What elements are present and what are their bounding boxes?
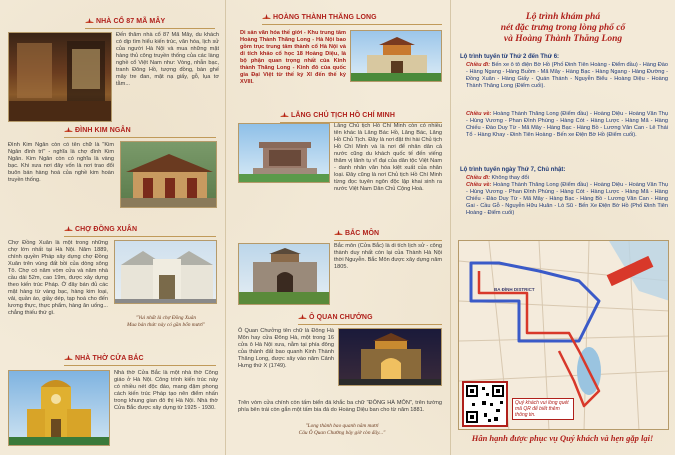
divider [64, 236, 216, 237]
route-label: Chiều về: [466, 111, 492, 117]
divider [298, 324, 442, 325]
photo-nha-tho-cua-bac [8, 370, 110, 446]
lotus-icon [280, 112, 289, 118]
divider [334, 240, 442, 241]
photo-dinh-kim-ngan [120, 141, 217, 208]
title-line-2: nét đặc trưng trong lòng phố cổ [500, 23, 626, 33]
section-text-o-quan-chuong: Ô Quan Chưởng tên chữ là Đông Hà Môn hay cửa Đông Hà, một trong 16 cửa ô Hà Nội xưa, nằm tại phía đông của thành đất bao quanh Kinh Thành Thăng Long, được xây vào năm Cảnh Hưng thứ X (1749). [238, 328, 334, 369]
lotus-icon [334, 230, 343, 236]
section-text-bac-mon: Bắc môn (Cửa Bắc) là di tích lịch sử - công thành duy nhất còn lại của Thành Hà Nội thời Nguyễn. Bắc Môn được xây dựng năm 1805. [334, 243, 442, 270]
section-title-text: NHÀ CỔ 87 MÃ MÂY [96, 18, 166, 25]
section-title-nha-tho-cua-bac [64, 355, 144, 362]
caption-o-quan-chuong: "Long thành bao quanh năm mươi Câu Ô Quan Chưởng bây giờ còn đây..." [298, 423, 386, 436]
weekday-route-heading: Lộ trình tuyến từ Thứ 2 đến Thứ 6: [460, 54, 560, 60]
weekend-route-heading: Lộ trình tuyến ngày Thứ 7, Chủ nhật: [460, 167, 566, 173]
section-title-lang-bac [280, 112, 395, 119]
section-title-text: HOÀNG THÀNH THĂNG LONG [273, 14, 377, 21]
section-title-text: NHÀ THỜ CỬA BẮC [75, 355, 144, 362]
map-district-label: BA ĐÌNH DISTRICT [494, 287, 535, 292]
photo-hoang-thanh [350, 30, 442, 82]
route-stops: Hoàng Thành Thăng Long (Điểm đầu) - Hoàng Diệu - Hoàng Văn Thụ - Hùng Vương - Phan Đình Phùng - Hàng Cót - Hàng Lược - Hàng Mã - Hàng Chiếu - Đào Duy Từ - Mã Mây - Hàng Bạc - Hàng Bồ - Lương Văn Can - Lê Thái Tổ - Hàng Khay - Đinh Tiên Hoàng - Bến xe Điện Bờ Hồ (Điểm cuối). [466, 111, 668, 138]
lotus-icon [85, 18, 94, 24]
lotus-icon [64, 226, 73, 232]
route-label: Chiều đi: [466, 175, 490, 181]
weekend-route-back [466, 182, 668, 217]
route-main-title [463, 12, 663, 45]
section-text-nha-co: Đến thăm nhà cổ 87 Mã Mây, du khách có dịp tìm hiểu kiến trúc, văn hóa, lịch sử của người Hà Nội và mua những mặt hàng thủ công truyền thống của các làng nghề cổ Việt Nam như: Vòng, nhẫn bạc, tranh Đông Hồ, tượng đồng, bàn ghế mây tre đan, mặt nạ giấy, gỗ, lụa tơ tằm... [116, 32, 219, 87]
lotus-icon [298, 314, 307, 320]
divider [262, 24, 442, 25]
section-text-cho-dong-xuan: Chợ Đồng Xuân là một trong những chợ lớn nhất tại Hà Nội. Năm 1889, chính quyền Pháp xây dựng chợ Đồng Xuân trên vùng đất bồi của dòng sông Tô. Chợ có năm vòm cửa và năm nhà cầu dài 52m, cao 19m, được xây dựng theo kiến trúc Pháp. Ở đây bán đủ các mặt hàng từ vàng bạc, hàng kim loại, vải, quần áo, giầy dép, tạp hoá cho đến lương thực, thực phẩm, hàng ăn uống... chẳng thiếu thứ gì. [8, 240, 108, 316]
section-title-text: ĐÌNH KIM NGÂN [75, 127, 131, 134]
weekend-route-go [466, 175, 668, 182]
section-text-lang-bac: Lăng Chủ tịch Hồ Chí Minh còn có nhiều tên khác là Lăng Bác Hồ, Lăng Bác, Lăng Hồ Chủ Tịch. Đây là nơi đặt thi hài Chủ tịch Hồ Chí Minh và là nơi để nhân dân cả nước cũng du khách quốc tế đến viếng thăm vị lãnh tụ vĩ đại của dân tộc Việt Nam - danh nhân văn hóa kiệt xuất của nhân loại. Đây cũng là nơi Chủ tịch Hồ Chí Minh từng đọc tuyên ngôn độc lập khai sinh ra nước Việt Nam Dân Chủ Cộng Hoà. [334, 123, 442, 192]
section-title-hoang-thanh [262, 14, 377, 21]
section-title-nha-co [85, 18, 165, 25]
section-title-cho-dong-xuan [64, 226, 137, 233]
section-title-o-quan-chuong [298, 314, 373, 321]
weekday-route-back [466, 111, 668, 139]
weekday-route-go [466, 62, 668, 90]
section-text-nha-tho-cua-bac: Nhà thờ Cửa Bắc là một nhà thờ Công giáo ở Hà Nội. Công trình kiến trúc này có nhiều nét độc đáo, mang đậm phong cách kiến trúc Pháp tạo nên điểm nhấn trong khung gian đô thị Hà Nội. Nhà thờ Cửa Bắc được xây dựng từ 1925 - 1930. [114, 370, 218, 411]
photo-bac-mon [238, 243, 330, 305]
route-label: Chiều về: [466, 182, 492, 188]
section-title-text: CHỢ ĐỒNG XUÂN [75, 226, 138, 233]
lotus-icon [64, 355, 73, 361]
photo-lang-bac [238, 123, 330, 183]
lotus-icon [64, 127, 73, 133]
caption-cho-dong-xuan: "Vui nhất là chợ Đồng Xuân Mua bán thức này có gần bốn mươi" [126, 315, 206, 328]
section-title-dinh-kim-ngan [64, 127, 131, 134]
route-stops: Bến xe ô tô điện Bờ Hồ (Phố Đinh Tiên Hoàng - Điểm đầu) - Hàng Đào - Hàng Ngang - Hàng Buồm - Mã Mây - Hàng Bạc - Hàng Ngang - Hàng Đường - Đồng Xuân - Hàng Giấy - Quán Thánh - Nguyễn Biểu - Hoàng Diệu - Hoàng Thành Thăng Long (Điểm cuối). [466, 62, 668, 89]
section-title-bac-mon [334, 230, 379, 237]
title-line-3: và Hoàng Thành Thăng Long [503, 34, 623, 44]
section-title-text: LĂNG CHỦ TỊCH HỒ CHÍ MINH [291, 112, 395, 119]
section-title-text: BẮC MÔN [345, 230, 380, 237]
section-text-o-quan-chuong-2: Trên vòm cửa chính còn tấm biển đá khắc ba chữ "ĐÔNG HÀ MÔN", trên tường phía bên trái còn gắn một tấm bia đá do Hoàng Diệu ban cho từ năm 1881. [238, 400, 442, 413]
lotus-icon [262, 14, 271, 20]
route-label: Chiều đi: [466, 62, 490, 68]
qr-label: Quý khách vui lòng quét mã QR để biết thêm thông tin. [512, 398, 574, 420]
divider [64, 365, 216, 366]
footer-greeting: Hân hạnh được phục vụ Quý khách và hẹn gặp lại! [471, 433, 654, 443]
route-stops: Không thay đổi [491, 175, 529, 181]
section-title-text: Ô QUAN CHƯỞNG [309, 314, 373, 321]
section-text-dinh-kim-ngan: Đình Kim Ngân còn có tên chữ là "Kim Ngân đình trì" - nghĩa là chợ đình Kim Ngân. Kim Ngân còn có nghĩa là vàng bạc. Khi xưa nơi đây vốn là nơi trao đổi buôn bán hàng hoá của nghề kim hoàn truyền thống. [8, 142, 114, 183]
title-line-1: Lộ trình khám phá [525, 12, 601, 22]
divider [64, 137, 216, 138]
qr-code[interactable] [462, 381, 508, 427]
photo-o-quan-chuong [338, 328, 442, 386]
photo-nha-co [8, 32, 112, 122]
section-text-hoang-thanh: Di sản văn hóa thế giới - Khu trung tâm Hoàng Thành Thăng Long - Hà Nội bao gồm trục trung tâm thành cổ Hà Nội và di tích khảo cổ học 18 Hoàng Diệu, là bộ phận quan trọng nhất của Kinh thành Thăng Long - Kinh đô của quốc gia Đại Việt từ thế kỷ XI đến thế kỷ XVIII. [240, 30, 346, 85]
photo-cho-dong-xuan [114, 240, 217, 304]
route-stops: Hoàng Thành Thăng Long (Điểm đầu) - Hoàng Diệu - Hoàng Văn Thụ - Hùng Vương - Phan Đình Phùng - Hàng Cót - Hàng Lược - Hàng Mã - Hàng Chiếu - Đào Duy Từ - Mã Mây - Hàng Bạc - Hàng Bồ - Lương Văn Can - Hàng Gai - Cầu Gỗ - Nguyễn Hữu Huân - Lò Sũ - Bến Xe Điện Bờ Hồ (Phố Đinh Tiên Hoàng - Điểm cuối) [466, 182, 668, 216]
divider [85, 28, 215, 29]
